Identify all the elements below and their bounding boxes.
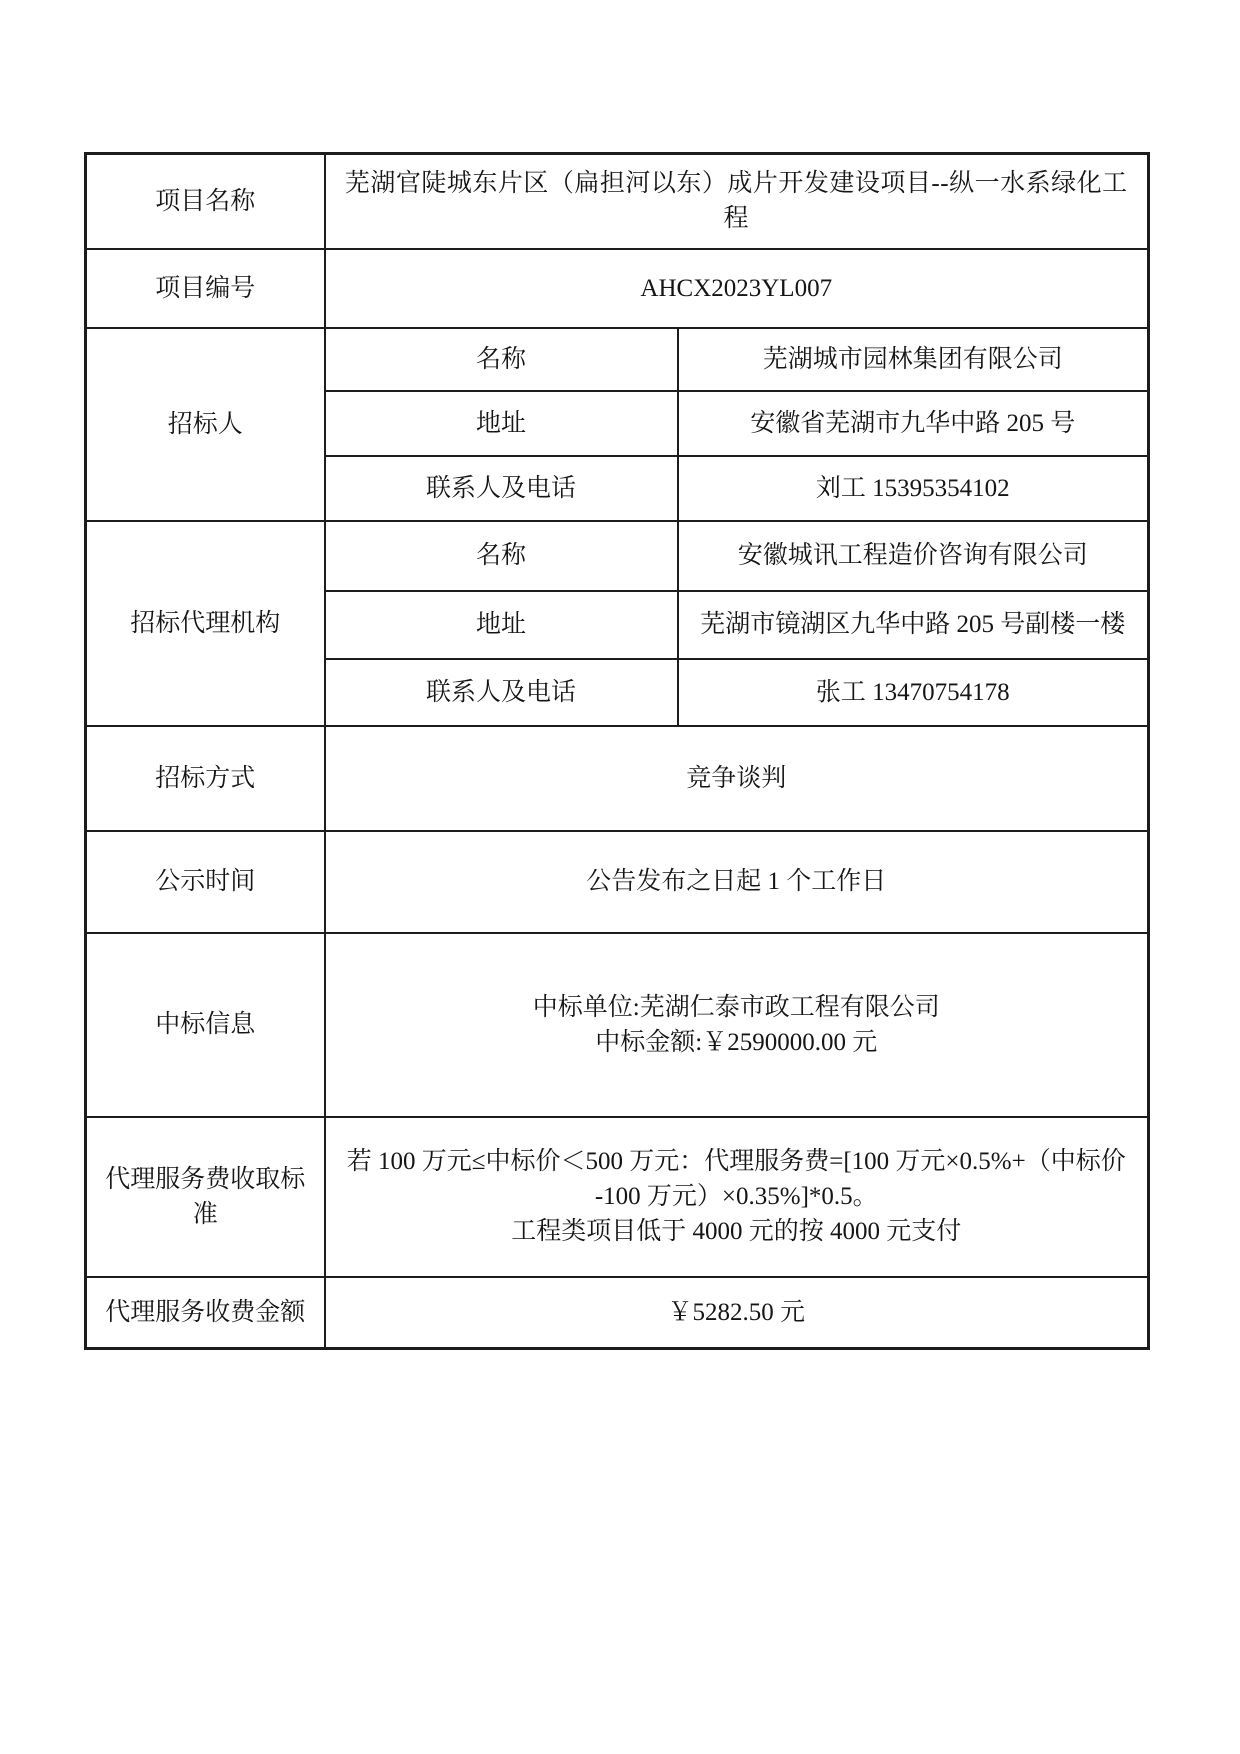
fee-formula-line-2: -100 万元）×0.35%]*0.5。 [594,1183,878,1210]
project-number-label: 项目编号 [86,249,325,328]
agency-contact-label: 联系人及电话 [325,659,678,726]
agency-name-value: 安徽城讯工程造价咨询有限公司 [678,521,1149,591]
publicity-period-value: 公告发布之日起 1 个工作日 [325,831,1149,933]
award-winner-line: 中标单位:芜湖仁泰市政工程有限公司 [532,993,940,1021]
table-row [86,933,1149,1117]
table-row [86,1277,1149,1349]
agency-fee-standard-value [325,1117,1149,1277]
agency-fee-standard-label: 代理服务费收取标准 [86,1117,325,1277]
agency-name-label: 名称 [325,521,678,591]
table-row [86,249,1149,328]
fee-formula-line-3: 工程类项目低于 4000 元的按 4000 元支付 [511,1218,962,1245]
table-row [86,726,1149,831]
table-row [86,831,1149,933]
agency-address-label: 地址 [325,591,678,659]
agency-fee-amount-label: 代理服务收费金额 [86,1277,325,1349]
agency-contact-value: 张工 13470754178 [678,659,1149,726]
tender-method-value: 竞争谈判 [325,726,1149,831]
project-number-value: AHCX2023YL007 [325,249,1149,328]
tenderer-address-label: 地址 [325,391,678,456]
project-name-value: 芜湖官陡城东片区（扁担河以东）成片开发建设项目--纵一水系绿化工程 [325,154,1149,249]
table-row [86,521,1149,591]
award-amount-line: 中标金额:￥2590000.00 元 [595,1028,878,1056]
project-name-label: 项目名称 [86,154,325,249]
agency-label: 招标代理机构 [86,521,325,726]
award-info-label: 中标信息 [86,933,325,1117]
table-row [86,154,1149,249]
table-row [86,328,1149,391]
tenderer-address-value: 安徽省芜湖市九华中路 205 号 [678,391,1149,456]
tenderer-label: 招标人 [86,328,325,521]
agency-address-value: 芜湖市镜湖区九华中路 205 号副楼一楼 [678,591,1149,659]
award-info-value [325,933,1149,1117]
tender-method-label: 招标方式 [86,726,325,831]
tender-result-table [84,152,1150,1350]
agency-fee-amount-value: ￥5282.50 元 [325,1277,1149,1349]
tenderer-name-value: 芜湖城市园林集团有限公司 [678,328,1149,391]
tenderer-contact-value: 刘工 15395354102 [678,456,1149,521]
publicity-period-label: 公示时间 [86,831,325,933]
tenderer-contact-label: 联系人及电话 [325,456,678,521]
fee-formula-line-1: 若 100 万元≤中标价＜500 万元：代理服务费=[100 万元×0.5%+（中标价 [346,1148,1126,1175]
table-row [86,1117,1149,1277]
tenderer-name-label: 名称 [325,328,678,391]
